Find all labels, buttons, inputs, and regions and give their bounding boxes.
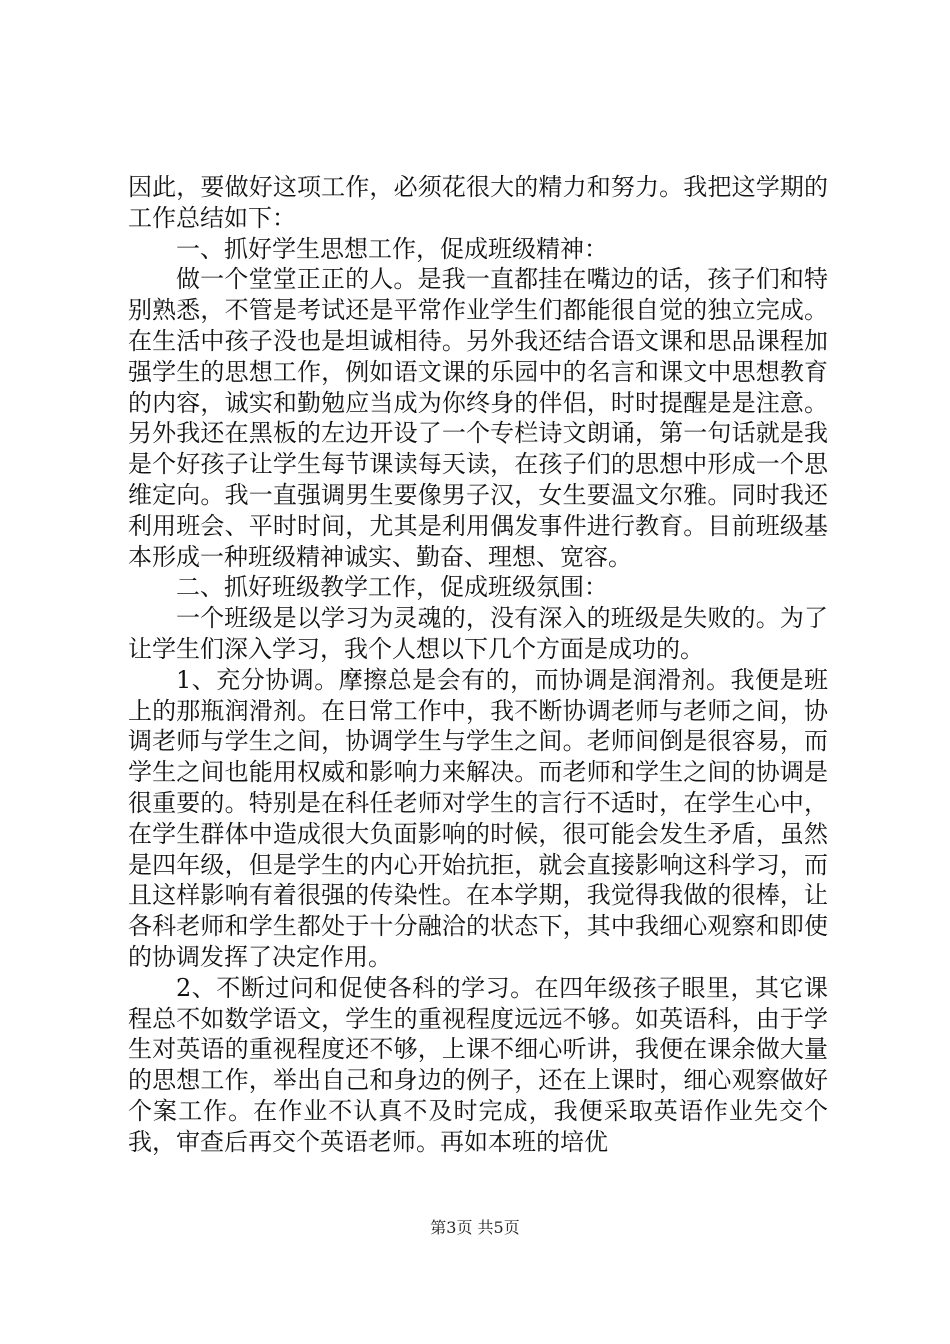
paragraph-intro: 因此，要做好这项工作，必须花很大的精力和努力。我把这学期的工作总结如下： xyxy=(128,173,828,232)
document-body xyxy=(128,172,828,1158)
paragraph-coordination: 1、充分协调。摩擦总是会有的，而协调是润滑剂。我便是班上的那瓶润滑剂。在日常工作中，我不断协调老师与老师之间，协调老师与学生之间，协调学生与学生之间。老师间倒是很容易，而学生之间也能用权威和影响力来解决。而老师和学生之间的协调是很重要的。特别是在科任老师对学生的言行不适时，在学生心中，在学生群体中造成很大负面影响的时候，很可能会发生矛盾，虽然是四年级，但是学生的内心开始抗拒，就会直接影响这科学习，而且这样影响有着很强的传染性。在本学期，我觉得我做的很棒，让各科老师和学生都处于十分融洽的状态下，其中我细心观察和即使的协调发挥了决定作用。 xyxy=(128,665,828,971)
section-heading-2: 二、抓好班级教学工作，促成班级氛围： xyxy=(176,573,608,602)
paragraph-thought-work: 做一个堂堂正正的人。是我一直都挂在嘴边的话，孩子们和特别熟悉，不管是考试还是平常作业学生们都能很自觉的独立完成。在生活中孩子没也是坦诚相待。另外我还结合语文课和思品课程加强学生的思想工作，例如语文课的乐园中的名言和课文中思想教育的内容，诚实和勤勉应当成为你终身的伴侣，时时提醒是是注意。另外我还在黑板的左边开设了一个专栏诗文朗诵，第一句话就是我是个好孩子让学生每节课读每天读，在孩子们的思想中形成一个思维定向。我一直强调男生要像男子汉，女生要温文尔雅。同时我还利用班会、平时时间，尤其是利用偶发事件进行教育。目前班级基本形成一种班级精神诚实、勤奋、理想、宽容。 xyxy=(128,265,828,571)
page-footer: 第3页 共5页 xyxy=(430,1218,520,1237)
paragraph-subject-followup: 2、不断过问和促使各科的学习。在四年级孩子眼里，其它课程总不如数学语文，学生的重视程度远远不够。如英语科，由于学生对英语的重视程度还不够，上课不细心听讲，我便在课余做大量的思想工作，举出自己和身边的例子，还在上课时，细心观察做好个案工作。在作业不认真不及时完成，我便采取英语作业先交个我，审查后再交个英语老师。再如本班的培优 xyxy=(128,973,828,1156)
paragraph-class-learning: 一个班级是以学习为灵魂的，没有深入的班级是失败的。为了让学生们深入学习，我个人想以下几个方面是成功的。 xyxy=(128,604,828,663)
section-heading-1: 一、抓好学生思想工作，促成班级精神： xyxy=(176,234,608,263)
